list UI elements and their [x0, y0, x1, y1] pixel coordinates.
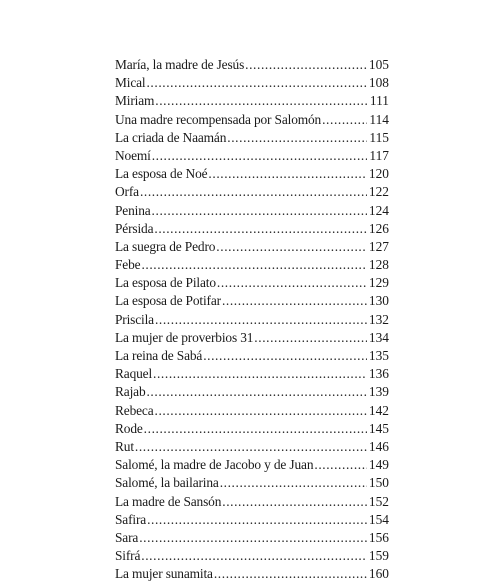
toc-entry-title: La esposa de Potifar: [115, 293, 221, 309]
toc-entry-title: Rebeca: [115, 402, 154, 418]
toc-entry-title: Una madre recompensada por Salomón: [115, 111, 322, 127]
dot-leader: [154, 221, 367, 237]
toc-entry: [115, 112, 389, 130]
toc-entry: [115, 330, 389, 348]
toc-entry-page: 136: [368, 366, 389, 382]
dot-leader: [220, 475, 367, 491]
dot-leader: [144, 421, 367, 437]
toc-entry: [115, 184, 389, 202]
toc-entry: [115, 494, 389, 512]
table-of-contents: [115, 57, 389, 584]
dot-leader: [155, 312, 367, 328]
toc-entry: [115, 312, 389, 330]
toc-entry-title: La esposa de Noé: [115, 166, 208, 182]
toc-entry-title: Rajab: [115, 384, 146, 400]
toc-entry: [115, 275, 389, 293]
toc-entry-page: 135: [368, 348, 389, 363]
dot-leader: [322, 112, 367, 128]
toc-entry: [115, 475, 389, 493]
toc-entry-title: Mical: [115, 75, 146, 91]
dot-leader: [208, 166, 366, 182]
toc-entry: [115, 421, 389, 439]
toc-entry-title: Rode: [115, 420, 143, 436]
toc-entry: [115, 566, 389, 584]
toc-entry-page: 115: [369, 129, 389, 145]
toc-entry-page: 145: [368, 420, 389, 436]
toc-entry: [115, 57, 389, 75]
toc-entry-title: Penina: [115, 202, 151, 218]
toc-entry-title: Pérsida: [115, 220, 154, 236]
dot-leader: [139, 530, 367, 546]
toc-entry-title: María, la madre de Jesús: [115, 57, 245, 72]
dot-leader: [141, 257, 366, 273]
dot-leader: [222, 293, 367, 309]
toc-entry-page: 126: [368, 220, 389, 236]
toc-entry-page: 122: [368, 184, 389, 200]
dot-leader: [216, 239, 367, 255]
toc-entry: [115, 403, 389, 421]
toc-entry-title: Priscila: [115, 311, 154, 327]
toc-entry-page: 156: [368, 529, 389, 545]
toc-entry-page: 117: [369, 147, 389, 163]
dot-leader: [152, 203, 367, 219]
toc-entry-page: 114: [369, 111, 389, 127]
toc-entry: [115, 439, 389, 457]
dot-leader: [135, 439, 367, 455]
toc-entry: [115, 293, 389, 311]
toc-entry-title: Safira: [115, 511, 147, 527]
toc-entry-page: 149: [368, 457, 389, 473]
dot-leader: [217, 275, 367, 291]
dot-leader: [140, 184, 367, 200]
toc-entry-title: Sifrá: [115, 548, 141, 564]
toc-entry-page: 128: [368, 257, 389, 273]
toc-entry-title: Miriam: [115, 93, 155, 109]
toc-entry: [115, 239, 389, 257]
toc-entry-page: 142: [368, 402, 389, 418]
toc-entry: [115, 257, 389, 275]
toc-entry-page: 127: [368, 238, 389, 254]
dot-leader: [141, 548, 367, 564]
dot-leader: [314, 457, 367, 473]
toc-entry: [115, 548, 389, 566]
toc-entry-page: 160: [368, 566, 389, 582]
toc-entry-title: Orfa: [115, 184, 139, 200]
toc-entry-page: 111: [369, 93, 389, 109]
dot-leader: [153, 366, 367, 382]
toc-entry: [115, 148, 389, 166]
toc-entry-page: 159: [368, 548, 389, 564]
toc-entry-title: La esposa de Pilato: [115, 275, 216, 291]
dot-leader: [146, 384, 366, 400]
toc-entry: [115, 130, 389, 148]
toc-entry-title: La reina de Sabá: [115, 348, 203, 363]
toc-entry-page: 120: [368, 166, 389, 182]
toc-entry: [115, 75, 389, 93]
dot-leader: [227, 130, 367, 146]
toc-entry-title: Noemí: [115, 147, 151, 163]
toc-entry-title: Sara: [115, 529, 139, 545]
dot-leader: [155, 93, 368, 109]
toc-entry: [115, 384, 389, 402]
dot-leader: [147, 512, 367, 528]
dot-leader: [214, 566, 367, 582]
dot-leader: [152, 148, 368, 164]
dot-leader: [222, 494, 367, 510]
toc-entry: [115, 457, 389, 475]
dot-leader: [146, 75, 366, 91]
toc-entry-title: La mujer sunamita: [115, 566, 213, 582]
dot-leader: [155, 403, 367, 419]
toc-entry: [115, 93, 389, 111]
toc-entry-title: Salomé, la bailarina: [115, 475, 219, 491]
toc-entry: [115, 512, 389, 530]
toc-entry: [115, 203, 389, 221]
dot-leader: [203, 348, 367, 364]
dot-leader: [254, 330, 367, 346]
toc-entry-title: Salomé, la madre de Jacobo y de Juan: [115, 457, 314, 473]
toc-entry-title: La madre de Sansón: [115, 493, 222, 509]
toc-entry: [115, 348, 389, 366]
toc-entry-page: 129: [368, 275, 389, 291]
toc-entry-page: 146: [368, 438, 389, 454]
toc-entry-title: La suegra de Pedro: [115, 238, 216, 254]
toc-entry-page: 154: [368, 511, 389, 527]
toc-entry-title: La criada de Naamán: [115, 129, 227, 145]
toc-entry-page: 150: [368, 475, 389, 491]
toc-entry: [115, 366, 389, 384]
toc-entry-page: 132: [368, 311, 389, 327]
toc-entry-title: Raquel: [115, 366, 153, 382]
toc-entry-page: 105: [368, 57, 389, 72]
toc-entry-page: 130: [368, 293, 389, 309]
toc-entry-page: 139: [368, 384, 389, 400]
toc-entry-page: 108: [368, 75, 389, 91]
toc-entry: [115, 166, 389, 184]
dot-leader: [245, 57, 367, 73]
toc-entry-page: 124: [368, 202, 389, 218]
toc-entry-page: 134: [368, 329, 389, 345]
toc-entry-title: Febe: [115, 257, 141, 273]
toc-entry-title: La mujer de proverbios 31: [115, 329, 254, 345]
toc-entry-title: Rut: [115, 438, 134, 454]
toc-entry: [115, 221, 389, 239]
toc-entry: [115, 530, 389, 548]
toc-entry-page: 152: [368, 493, 389, 509]
